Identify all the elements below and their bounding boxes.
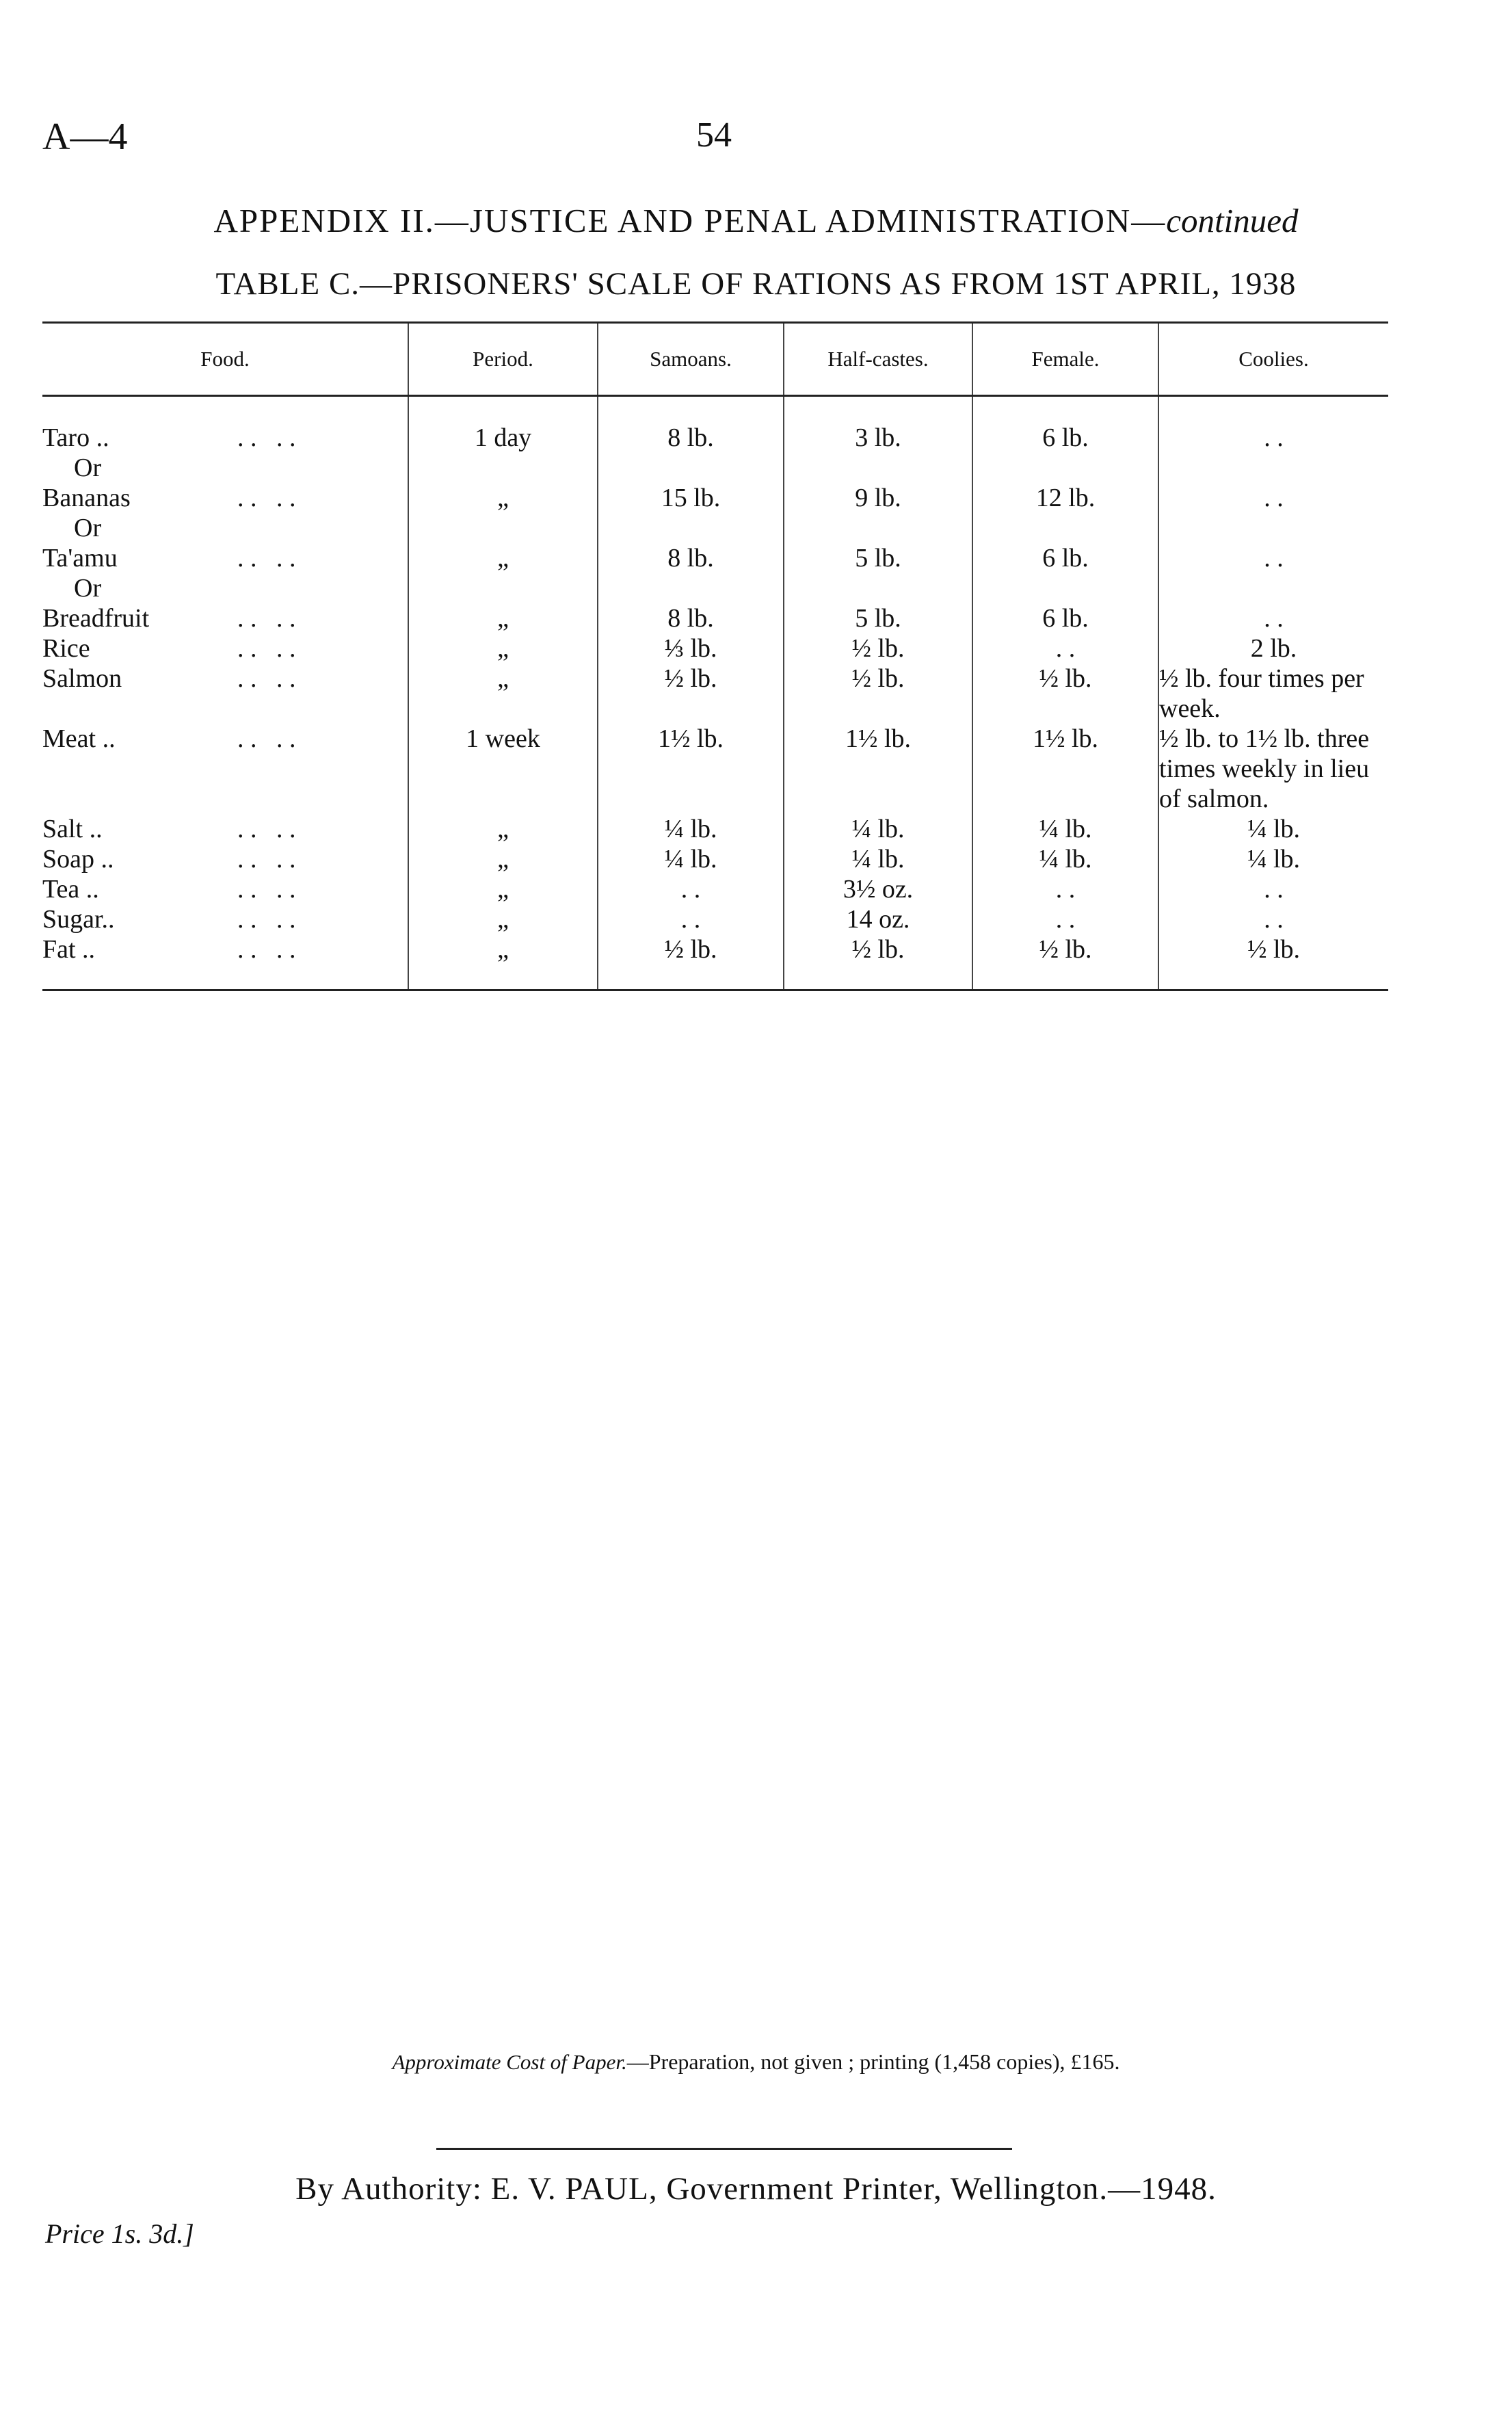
table-row [42,543,1388,573]
cell-half-castes: ¼ lb. [784,844,972,874]
cell-samoans: . . [598,904,784,934]
empty-cell [598,513,784,543]
document-reference: A—4 [42,116,128,158]
column-header-food: Food. [42,323,408,396]
cell-female: 12 lb. [972,483,1158,513]
cell-samoans: ¼ lb. [598,814,784,844]
cell-samoans: 8 lb. [598,423,784,453]
cell-female: 1½ lb. [972,724,1158,814]
food-label: Bananas [42,484,131,512]
leader-dots: . . . . [237,544,296,573]
food-label: Sugar.. [42,905,115,934]
food-label: Soap .. [42,845,114,873]
table-row [42,633,1388,663]
cell-samoans: 1½ lb. [598,724,784,814]
page-number: 54 [696,116,732,155]
cell-food [42,874,408,904]
cell-period: 1 day [408,423,598,453]
table-row [42,814,1388,844]
cell-half-castes: 3½ oz. [784,874,972,904]
or-connector [42,513,408,543]
column-header-female: Female. [972,323,1158,396]
cell-samoans: ½ lb. [598,934,784,964]
cell-female: ½ lb. [972,663,1158,724]
table-row [42,934,1388,964]
cost-note-text: —Preparation, not given ; printing (1,458 copies), £165. [626,2049,1120,2074]
cell-food [42,844,408,874]
or-label: Or [74,574,102,603]
cell-half-castes: 9 lb. [784,483,972,513]
leader-dots: . . . . [237,724,296,753]
cell-period: „ [408,603,598,633]
leader-dots: . . . . [237,845,296,873]
cell-female: . . [972,874,1158,904]
table-header-row [42,323,1388,396]
cell-period: „ [408,663,598,724]
cell-period: „ [408,814,598,844]
cost-note-label: Approximate Cost of Paper. [392,2050,627,2074]
or-label: Or [74,514,102,542]
column-header-samoans: Samoans. [598,323,784,396]
cell-coolies: . . [1158,423,1388,453]
cell-female: 6 lb. [972,543,1158,573]
empty-cell [1158,573,1388,603]
cell-half-castes: 14 oz. [784,904,972,934]
table-row [42,724,1388,814]
table-row [42,423,1388,453]
leader-dots: . . . . [237,875,296,904]
column-header-coolies: Coolies. [1158,323,1388,396]
cell-period: „ [408,543,598,573]
cell-female: 6 lb. [972,423,1158,453]
cell-food [42,423,408,453]
authority-divider [436,2148,1012,2150]
leader-dots: . . . . [237,423,296,452]
cell-coolies: . . [1158,543,1388,573]
cell-half-castes: 1½ lb. [784,724,972,814]
cell-half-castes: ½ lb. [784,633,972,663]
empty-cell [598,453,784,483]
or-connector [42,573,408,603]
empty-cell [1158,453,1388,483]
appendix-title-continued: continued [1166,202,1299,239]
table-row [42,874,1388,904]
cell-period: „ [408,904,598,934]
appendix-title [0,201,1512,240]
cell-coolies: ¼ lb. [1158,814,1388,844]
cell-half-castes: 5 lb. [784,543,972,573]
leader-dots: . . . . [237,484,296,512]
printer-authority: By Authority: E. V. PAUL, Government Printer, Wellington.—1948. [295,2171,1217,2207]
empty-cell [408,573,598,603]
food-label: Meat .. [42,724,116,753]
table-row [42,663,1388,724]
cell-half-castes: ½ lb. [784,663,972,724]
table-end-row [42,964,1388,990]
leader-dots: . . . . [237,604,296,633]
cell-coolies: ½ lb. [1158,934,1388,964]
empty-cell [408,453,598,483]
cell-coolies: . . [1158,483,1388,513]
or-connector [42,453,408,483]
cell-samoans: . . [598,874,784,904]
cell-samoans: 8 lb. [598,603,784,633]
cell-food [42,724,408,814]
appendix-title-main: APPENDIX II.—JUSTICE AND PENAL ADMINISTRATION— [213,202,1167,239]
cell-period: 1 week [408,724,598,814]
cell-female: ¼ lb. [972,814,1158,844]
empty-cell [972,513,1158,543]
cell-food [42,904,408,934]
or-label: Or [74,454,102,482]
cost-note [0,2049,1512,2075]
leader-dots: . . . . [237,634,296,663]
cell-period: „ [408,483,598,513]
cell-samoans: ½ lb. [598,663,784,724]
empty-cell [1158,513,1388,543]
food-label: Taro .. [42,423,109,452]
food-label: Salmon [42,664,122,693]
cell-coolies: . . [1158,603,1388,633]
cell-half-castes: ¼ lb. [784,814,972,844]
empty-cell [598,573,784,603]
cell-food [42,483,408,513]
leader-dots: . . . . [237,935,296,964]
cell-food [42,603,408,633]
empty-cell [784,573,972,603]
cell-samoans: ¼ lb. [598,844,784,874]
cell-coolies: . . [1158,874,1388,904]
cell-coolies: 2 lb. [1158,633,1388,663]
table-row [42,904,1388,934]
cell-period: „ [408,934,598,964]
empty-cell [408,513,598,543]
cell-half-castes: 5 lb. [784,603,972,633]
cell-female: . . [972,633,1158,663]
cell-female: 6 lb. [972,603,1158,633]
leader-dots: . . . . [237,664,296,693]
cell-half-castes: 3 lb. [784,423,972,453]
cell-period: „ [408,844,598,874]
cell-coolies: ½ lb. to 1½ lb. three times weekly in lieu of salmon. [1158,724,1388,814]
cell-food [42,543,408,573]
food-label: Breadfruit [42,604,150,633]
column-header-period: Period. [408,323,598,396]
cell-food [42,814,408,844]
rations-table [42,321,1388,991]
table-row [42,483,1388,513]
food-label: Rice [42,634,90,663]
table-title: TABLE C.—PRISONERS' SCALE OF RATIONS AS FROM 1ST APRIL, 1938 [215,266,1297,302]
cell-coolies: ¼ lb. [1158,844,1388,874]
leader-dots: . . . . [237,815,296,843]
table-or-row [42,453,1388,483]
food-label: Ta'amu [42,544,118,573]
empty-cell [784,453,972,483]
table-spacer-row [42,396,1388,423]
leader-dots: . . . . [237,905,296,934]
cell-food [42,663,408,724]
cell-samoans: 8 lb. [598,543,784,573]
empty-cell [972,453,1158,483]
food-label: Salt .. [42,815,103,843]
cell-coolies: . . [1158,904,1388,934]
table-body [42,396,1388,990]
cell-female: ½ lb. [972,934,1158,964]
table-or-row [42,513,1388,543]
cell-half-castes: ½ lb. [784,934,972,964]
cell-food [42,633,408,663]
food-label: Tea .. [42,875,99,904]
empty-cell [972,573,1158,603]
table-row [42,603,1388,633]
empty-cell [784,513,972,543]
food-label: Fat .. [42,935,96,964]
price: Price 1s. 3d.] [45,2218,194,2249]
cell-samoans: 15 lb. [598,483,784,513]
column-header-half-castes: Half-castes. [784,323,972,396]
cell-food [42,934,408,964]
cell-female: . . [972,904,1158,934]
cell-samoans: ⅓ lb. [598,633,784,663]
cell-coolies: ½ lb. four times per week. [1158,663,1388,724]
cell-period: „ [408,633,598,663]
cell-female: ¼ lb. [972,844,1158,874]
table-or-row [42,573,1388,603]
cell-period: „ [408,874,598,904]
table-row [42,844,1388,874]
